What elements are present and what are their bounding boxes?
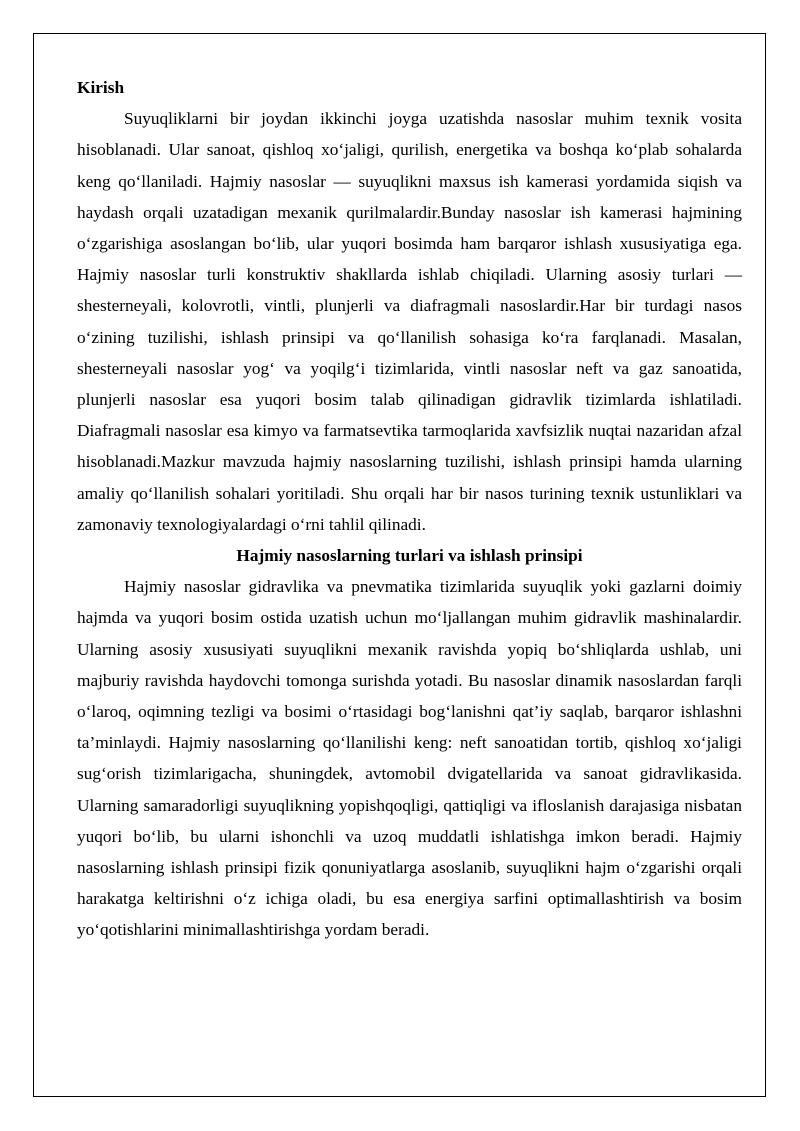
section-heading: Hajmiy nasoslarning turlari va ishlash prinsipi bbox=[236, 546, 583, 566]
intro-heading: Kirish bbox=[77, 78, 125, 97]
document-body bbox=[77, 72, 742, 946]
section-paragraph: Hajmiy nasoslar gidravlika va pnevmatika tizimlarida suyuqlik yoki gazlarni doimiy hajmda va yuqori bosim ostida uzatish uchun mo‘ljallangan muhim gidravlik mashinalardir. Ularning asosiy xususiyati suyuqlikni mexanik ravishda yopiq bo‘shliqlarda ushlab, uni majburiy ravishda haydovchi tomonga surishda yotadi. Bu nasoslar dinamik nasoslardan farqli o‘laroq, oqimning tezligi va bosimi o‘rtasidagi bog‘lanishni qat’iy saqlab, barqaror ishlashni ta’minlaydi. Hajmiy nasoslarning qo‘llanilishi keng: neft sanoatidan tortib, qishloq xo‘jaligi sug‘orish tizimlarigacha, shuningdek, avtomobil dvigatellarida va sanoat gidravlikasida. Ularning samaradorligi suyuqlikning yopishqoqligi, qattiqligi va ifloslanish darajasiga nisbatan yuqori bo‘lib, bu ularni ishonchli va uzoq muddatli ishlatishga imkon beradi. Hajmiy nasoslarning ishlash prinsipi fizik qonuniyatlarga asoslanib, suyuqlikni hajm o‘zgarishi orqali harakatga keltirishni o‘z ichiga oladi, bu esa energiya sarfini optimallashtirish va bosim yo‘qotishlarini minimallashtirishga yordam beradi. bbox=[77, 577, 742, 940]
intro-paragraph: Suyuqliklarni bir joydan ikkinchi joyga uzatishda nasoslar muhim texnik vosita hisoblanadi. Ular sanoat, qishloq xo‘jaligi, qurilish, energetika va boshqa ko‘plab sohalarda keng qo‘llaniladi. Hajmiy nasoslar — suyuqlikni maxsus ish kamerasi yordamida siqish va haydash orqali uzatadigan mexanik qurilmalardir.Bunday nasoslar ish kamerasi hajmining o‘zgarishiga asoslangan bo‘lib, ular yuqori bosimda ham barqaror ishlash xususiyatiga ega. Hajmiy nasoslar turli konstruktiv shakllarda ishlab chiqiladi. Ularning asosiy turlari — shesterneyali, kolovrotli, vintli, plunjerli va diafragmali nasoslardir.Har bir turdagi nasos o‘zining tuzilishi, ishlash prinsipi va qo‘llanilish sohasiga ko‘ra farqlanadi. Masalan, shesterneyali nasoslar yog‘ va yoqilg‘i tizimlarida, vintli nasoslar neft va gaz sanoatida, plunjerli nasoslar esa yuqori bosim talab qilinadigan gidravlik tizimlarda ishlatiladi. Diafragmali nasoslar esa kimyo va farmatsevtika tarmoqlarida xavfsizlik nuqtai nazaridan afzal hisoblanadi.Mazkur mavzuda hajmiy nasoslarning tuzilishi, ishlash prinsipi hamda ularning amaliy qo‘llanilish sohalari yoritiladi. Shu orqali har bir nasos turining texnik ustunliklari va zamonaviy texnologiyalardagi o‘rni tahlil qilinadi. bbox=[77, 109, 742, 534]
